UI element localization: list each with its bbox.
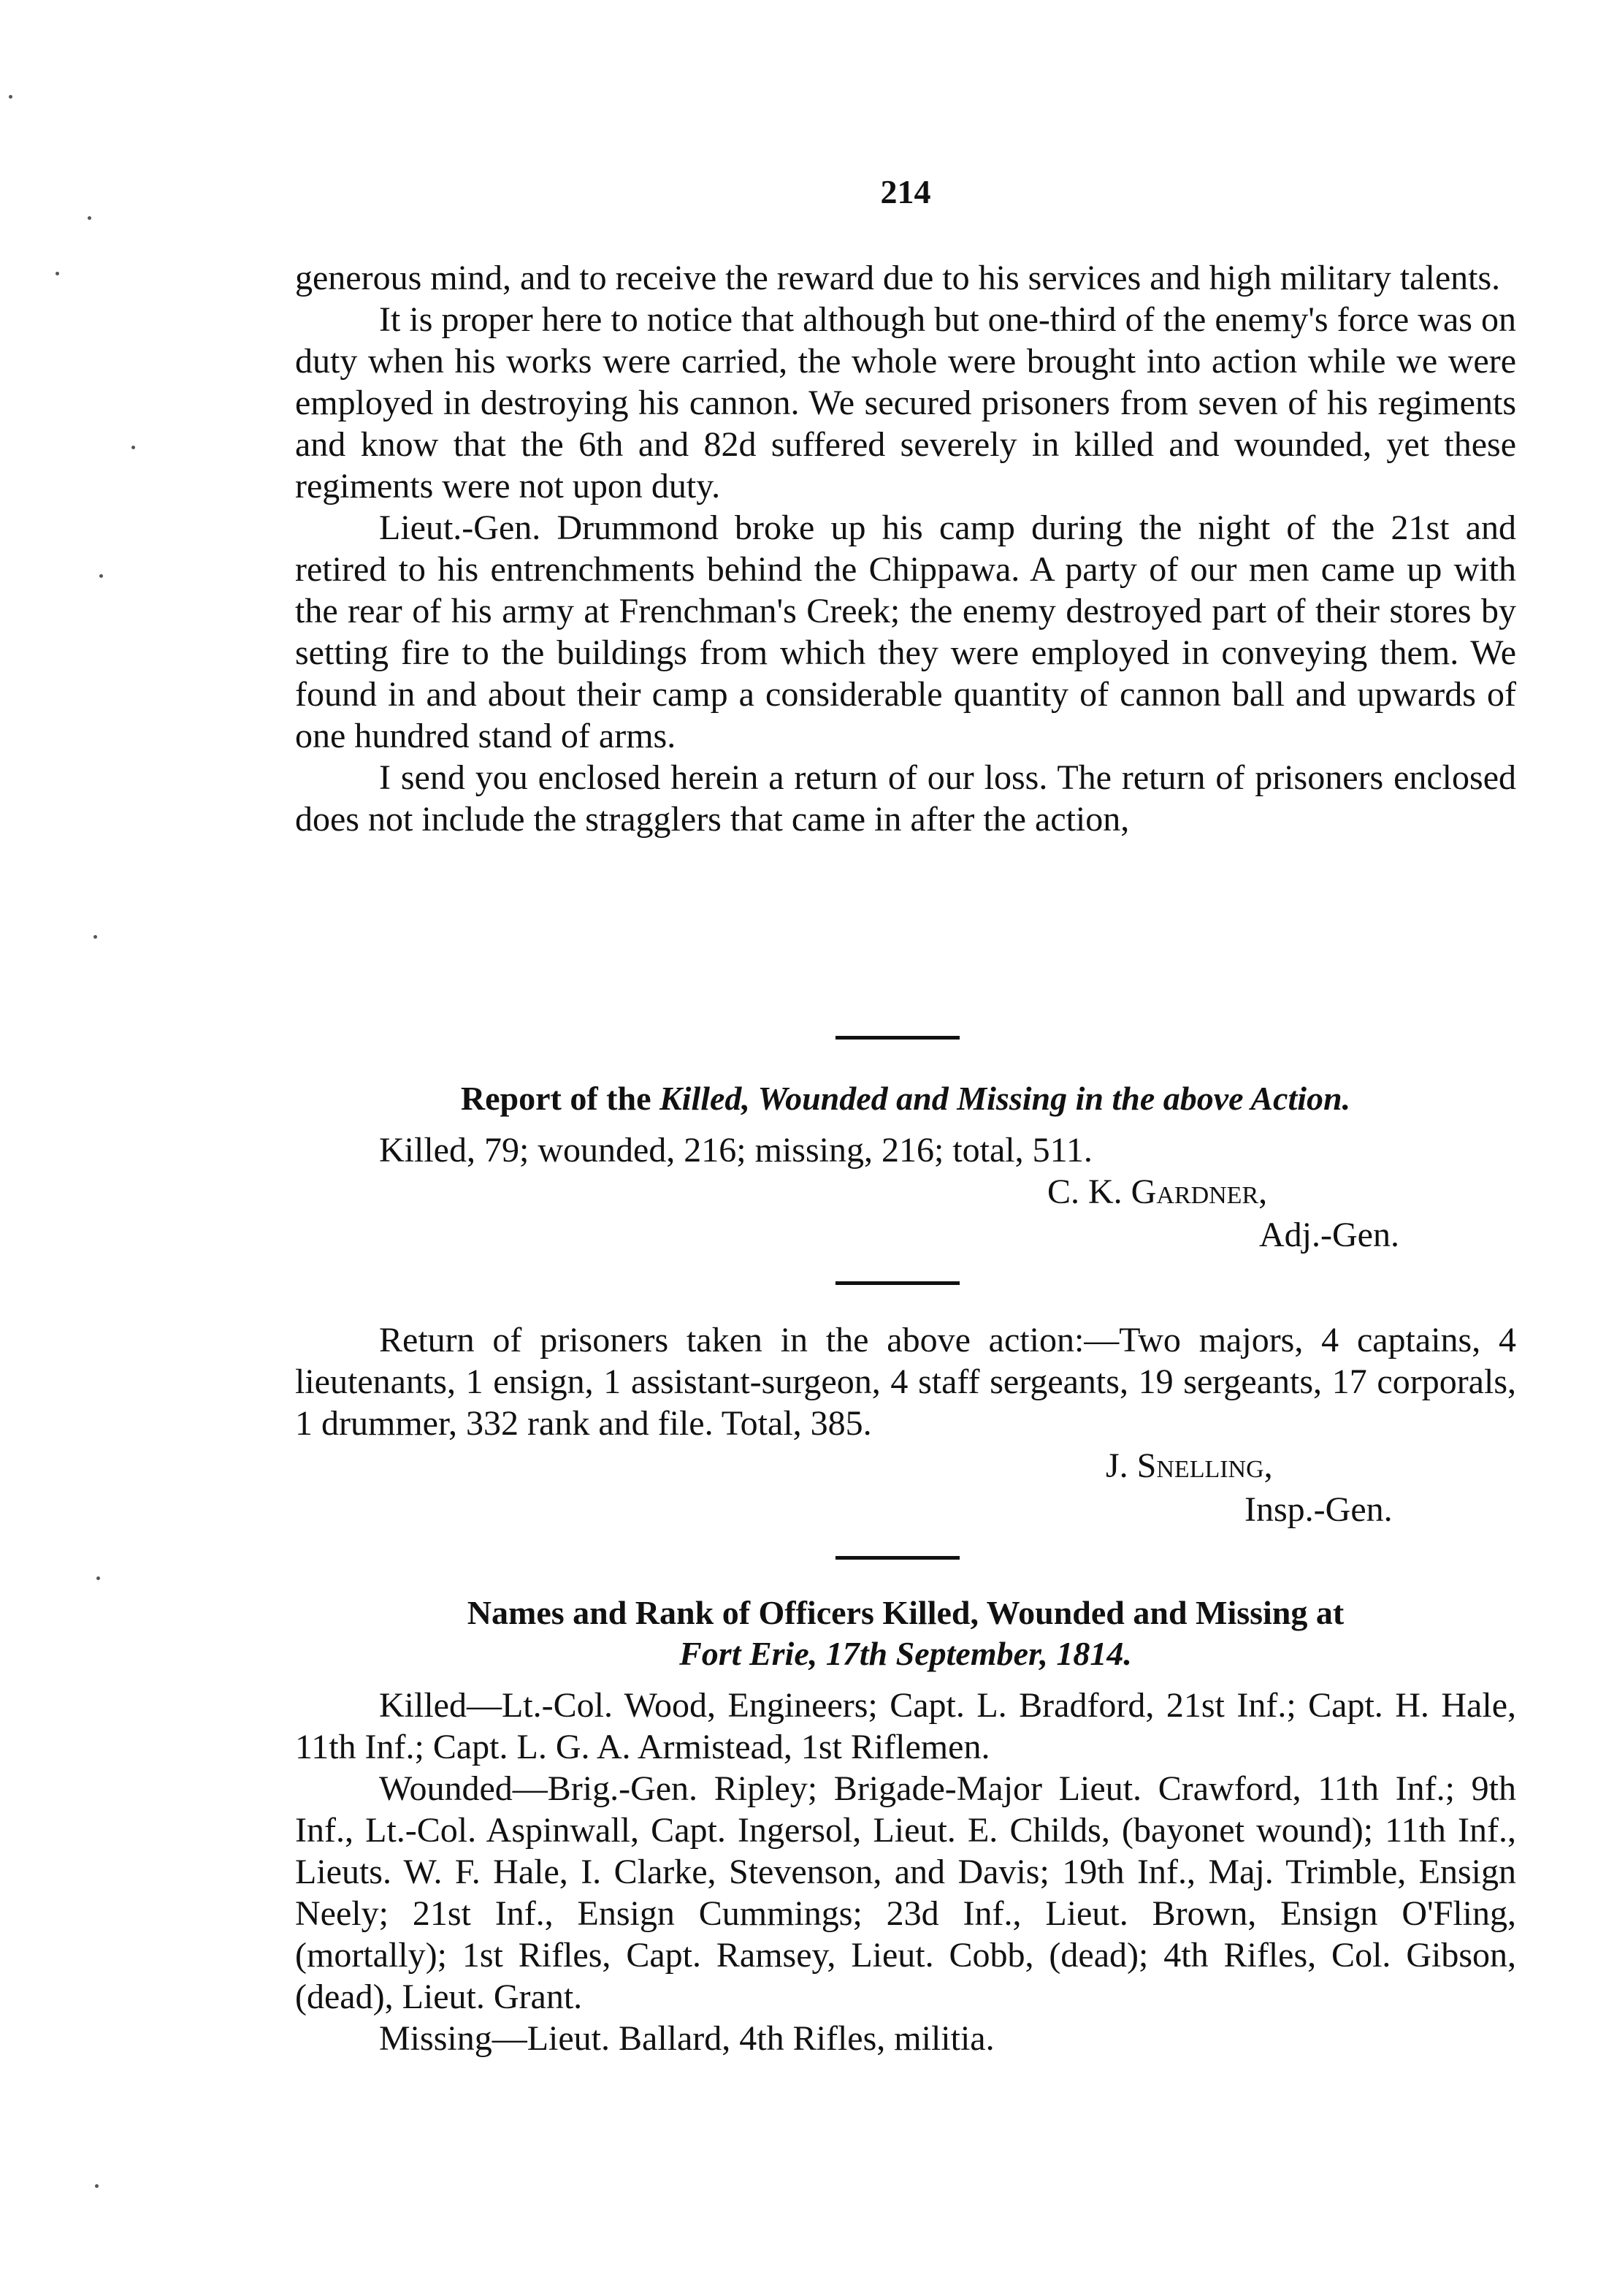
scan-speck xyxy=(96,1576,100,1580)
section-divider xyxy=(835,1281,960,1285)
scan-speck xyxy=(9,95,12,99)
paragraph: generous mind, and to receive the reward due to his services and high military talents. xyxy=(295,259,1501,297)
report-signer: C. K. Gardner, xyxy=(1047,1172,1268,1211)
report-heading-part1: Report of the xyxy=(460,1080,659,1117)
prisoners-return xyxy=(295,1319,1516,1444)
scan-speck xyxy=(56,272,59,275)
prisoners-text: Return of prisoners taken in the above action:—Two majors, 4 captains, 4 lieutenants, 1 ensign, 1 assistant-surgeon, 4 staff sergeants, 19 sergeants, 17 corporals, 1 drummer, 332 rank and file. Total, 385. xyxy=(295,1321,1516,1443)
wounded-list: Wounded—Brig.-Gen. Ripley; Brigade-Major Lieut. Crawford, 11th Inf.; 9th Inf., Lt.-Col. Aspinwall, Capt. Ingersol, Lieut. E. Childs, (bayonet wound); 11th Inf., Lieuts. W. F. Hale, I. Clarke, Stevenson, and Davis; 19th Inf., Maj. Trimble, Ensign Neely; 21st Inf., Ensign Cummings; 23d Inf., Lieut. Brown, Ensign O'Fling, (mortally); 1st Rifles, Capt. Ramsey, Lieut. Cobb, (dead); 4th Rifles, Col. Gibson, (dead), Lieut. Grant. xyxy=(295,1769,1516,2016)
prisoners-signer-title: Insp.-Gen. xyxy=(1244,1490,1393,1529)
paragraph: I send you enclosed herein a return of our loss. The return of prisoners enclosed does not include the stragglers that came in after the action, xyxy=(295,758,1516,839)
scan-speck xyxy=(131,446,135,449)
report-line: Killed, 79; wounded, 216; missing, 216; total, 511. xyxy=(379,1131,1093,1170)
killed-list: Killed—Lt.-Col. Wood, Engineers; Capt. L. Bradford, 21st Inf.; Capt. H. Hale, 11th Inf.; Capt. L. G. A. Armistead, 1st Riflemen. xyxy=(295,1686,1516,1766)
prisoners-signer: J. Snelling, xyxy=(1106,1446,1273,1485)
paragraph: Lieut.-Gen. Drummond broke up his camp during the night of the 21st and retired to his entrenchments behind the Chippawa. A party of our men came up with the rear of his army at Frenchman's Creek; the enemy destroyed part of their stores by setting fire to the buildings from which they were employed in conveying them. We found in and about their camp a considerable quantity of cannon ball and upwards of one hundred stand of arms. xyxy=(295,508,1516,755)
letter-body xyxy=(295,257,1516,840)
officers-heading-line1: Names and Rank of Officers Killed, Wounded and Missing at xyxy=(467,1594,1345,1631)
page-number: 214 xyxy=(880,173,931,210)
scan-speck xyxy=(93,935,97,939)
officers-heading xyxy=(295,1593,1516,1674)
report-signer-title: Adj.-Gen. xyxy=(1259,1216,1399,1254)
missing-list: Missing—Lieut. Ballard, 4th Rifles, militia. xyxy=(379,2019,995,2058)
document-page xyxy=(295,0,1516,2296)
officers-heading-line2: Fort Erie, 17th September, 1814. xyxy=(679,1635,1132,1672)
report-heading xyxy=(295,1078,1516,1119)
officers-list xyxy=(295,1685,1516,2059)
section-divider xyxy=(835,1036,960,1040)
scan-speck xyxy=(99,574,103,578)
scan-speck xyxy=(95,2184,99,2188)
report-heading-emphasis: Killed, Wounded and Missing in the above Action. xyxy=(659,1080,1351,1117)
scan-speck xyxy=(88,216,91,220)
paragraph: It is proper here to notice that although but one-third of the enemy's force was on duty when his works were carried, the whole were brought into action while we were employed in destroying his cannon. We secured prisoners from seven of his regiments and know that the 6th and 82d suffered severely in killed and wounded, yet these regiments were not upon duty. xyxy=(295,300,1516,506)
section-divider xyxy=(835,1556,960,1560)
